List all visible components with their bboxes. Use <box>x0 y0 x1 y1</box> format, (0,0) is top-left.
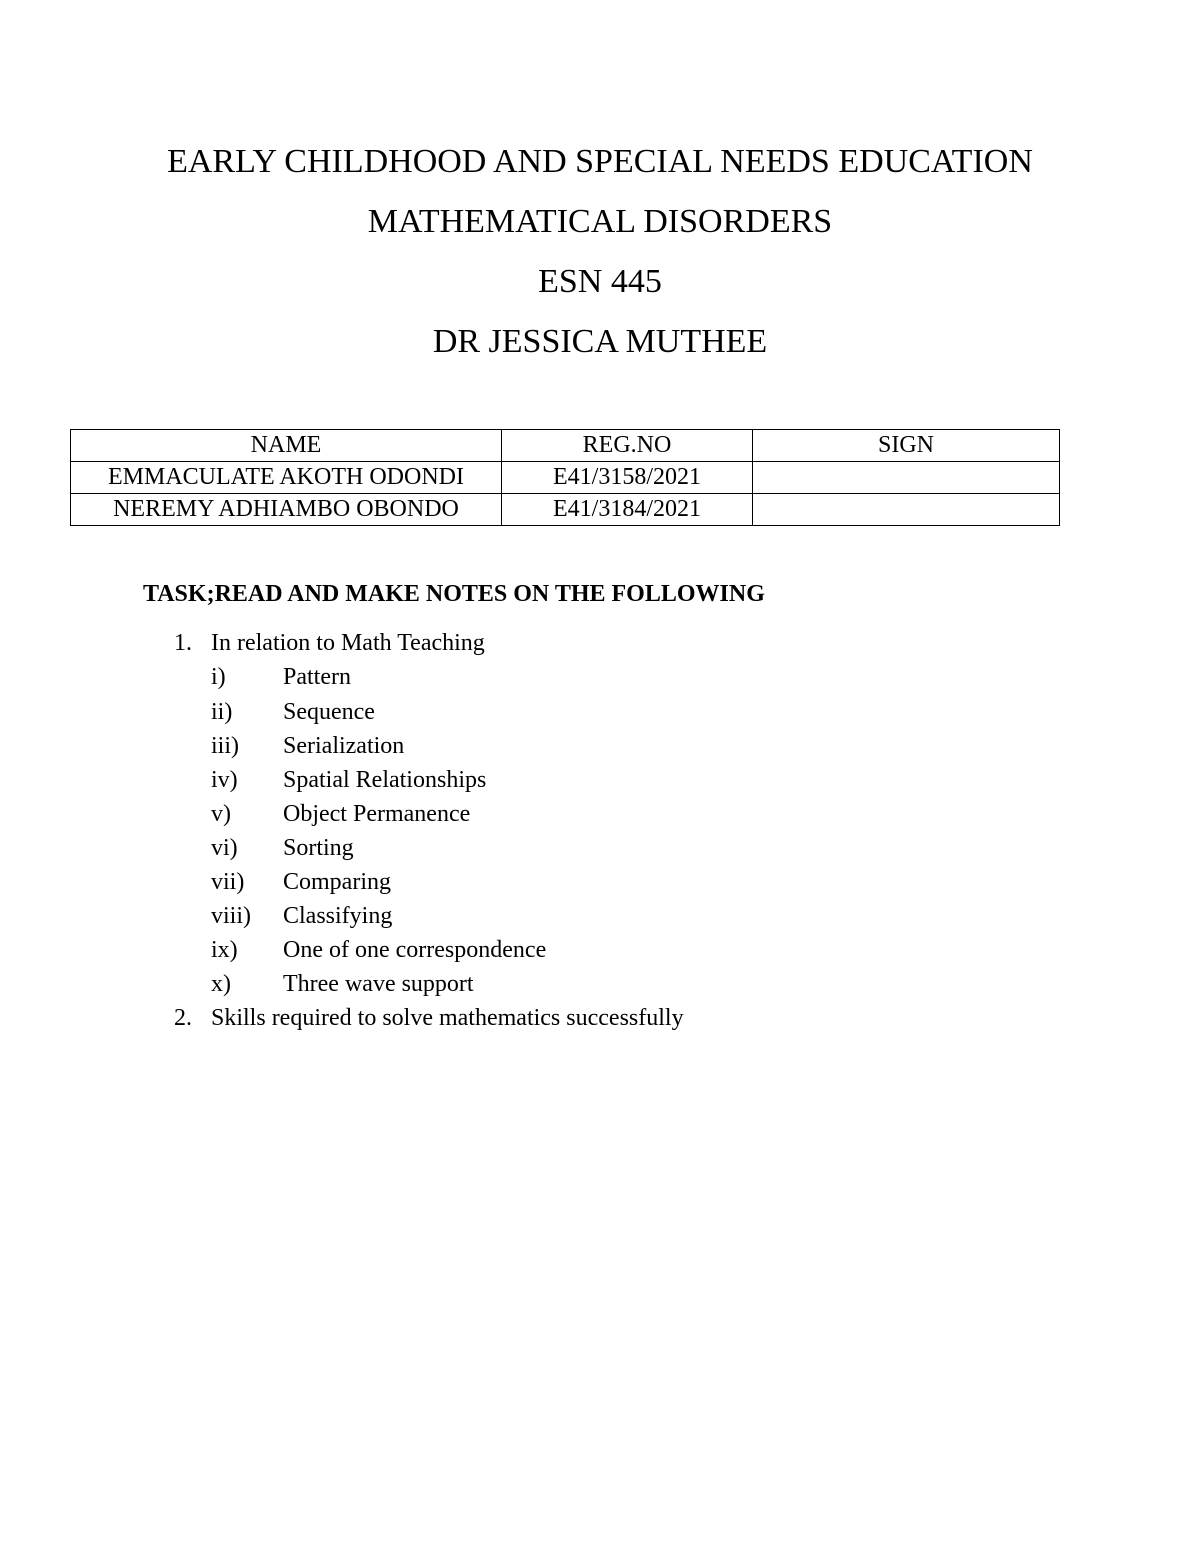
table-row <box>71 462 1060 494</box>
student-reg-no: E41/3184/2021 <box>502 494 753 526</box>
list-text: In relation to Math Teaching <box>211 630 485 656</box>
sub-item-text: Serialization <box>283 733 405 759</box>
student-name: EMMACULATE AKOTH ODONDI <box>71 462 502 494</box>
roman-marker: iii) <box>211 733 239 759</box>
sub-item-text: Three wave support <box>283 971 474 997</box>
roman-marker: ix) <box>211 937 238 963</box>
list-number: 1. <box>174 630 192 656</box>
list-number: 2. <box>174 1005 192 1031</box>
roman-marker: ii) <box>211 699 233 725</box>
student-table <box>70 429 1060 526</box>
table-row <box>71 494 1060 526</box>
header-name: NAME <box>71 430 502 462</box>
roman-marker: viii) <box>211 903 251 929</box>
header-sign: SIGN <box>753 430 1060 462</box>
roman-marker: vii) <box>211 869 245 895</box>
sub-item-text: One of one correspondence <box>283 937 547 963</box>
student-sign <box>753 494 1060 526</box>
sub-item-text: Classifying <box>283 903 393 929</box>
roman-marker: vi) <box>211 835 238 861</box>
sub-item-text: Spatial Relationships <box>283 767 487 793</box>
table-header-row <box>71 430 1060 462</box>
document-title: EARLY CHILDHOOD AND SPECIAL NEEDS EDUCATION <box>167 143 1033 180</box>
list-text: Skills required to solve mathematics successfully <box>211 1005 684 1031</box>
roman-marker: iv) <box>211 767 238 793</box>
sub-item-text: Sorting <box>283 835 354 861</box>
course-title: MATHEMATICAL DISORDERS <box>367 203 833 240</box>
header-reg-no: REG.NO <box>502 430 753 462</box>
student-reg-no: E41/3158/2021 <box>502 462 753 494</box>
sub-item-text: Pattern <box>283 664 351 690</box>
task-title: TASK;READ AND MAKE NOTES ON THE FOLLOWING <box>143 581 765 607</box>
roman-marker: v) <box>211 801 231 827</box>
student-name: NEREMY ADHIAMBO OBONDO <box>71 494 502 526</box>
student-sign <box>753 462 1060 494</box>
sub-item-text: Comparing <box>283 869 391 895</box>
course-code: ESN 445 <box>538 263 662 300</box>
roman-marker: x) <box>211 971 231 997</box>
lecturer-name: DR JESSICA MUTHEE <box>432 323 768 360</box>
sub-item-text: Sequence <box>283 699 375 725</box>
sub-item-text: Object Permanence <box>283 801 471 827</box>
roman-marker: i) <box>211 664 226 690</box>
